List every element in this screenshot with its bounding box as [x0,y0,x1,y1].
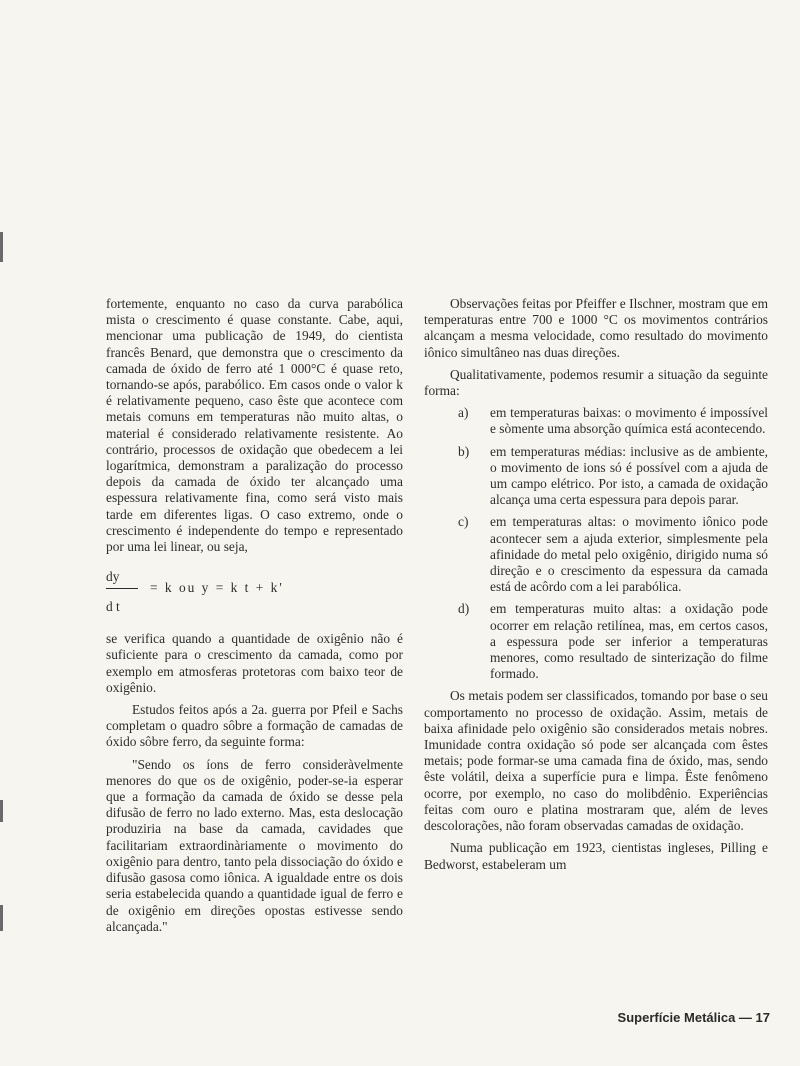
list-item-text: em temperaturas altas: o movimento iônico pode acontecer sem a ajuda exterior, simplesmente pela afinidade do metal pelo oxigênio, dirigido numa só direção e o crescimento da espessura da camada está de acôrdo com a lei parabólica. [490,514,768,595]
list-marker: c) [458,514,469,530]
list-item-text: em temperaturas baixas: o movimento é impossível e sòmente uma absorção química está acontecendo. [490,405,768,437]
list-item-text: em temperaturas médias: inclusive as de ambiente, o movimento de ions só é possível com a ajuda de um campo elétrico. Por isto, a camada de oxidação alcança uma certa espessura para depois parar. [490,443,768,508]
list-item [424,514,768,595]
scan-edge-mark [0,800,3,822]
list-marker: d) [458,601,470,617]
list-item-text: em temperaturas muito altas: a oxidação pode ocorrer em relação retilínea, mas, em certos casos, a espessura pode ser inferior a temperaturas menores, como resultado de sinterização do filme formado. [490,601,768,682]
quote-paragraph: "Sendo os íons de ferro consideràvelmente menores do que os de oxigênio, poder-se-ia esperar que a formação da camada de óxido se desse pela difusão de ferro no lado externo. Mas, esta deslocação produziria na base da camada, cavidades que facilitariam extraordinàriamente o movimento do oxigênio para dentro, tanto pela dissociação do óxido e difusão gasosa como iônica. A igualdade entre os dois seria estabelecida quando a quantidade igual de ferro e de oxigênio em direções opostas estivesse sendo alcançada." [106,756,403,934]
left-column [106,296,403,935]
paragraph: Os metais podem ser classificados, tomando por base o seu comportamento no processo de oxidação. Assim, metais de baixa afinidade pelo oxigênio são considerados metais nobres. Imunidade contra oxidação só pode ser alcançada com êstes metais; pode formar-se uma camada fina de óxido, mas, sendo êste volátil, deixa a superfície pura e limpa. Êste fenômeno ocorre, por exemplo, no caso do molibdênio. Experiências feitas com ouro e platina mostraram que, além de leves descolorações, não foram observadas camadas de oxidação. [424,688,768,834]
scan-edge-mark [0,905,3,931]
list-item [424,405,768,437]
scan-edge-mark [0,232,3,262]
list-item [424,601,768,682]
list-marker: a) [458,405,469,421]
paragraph: Numa publicação em 1923, cientistas ingleses, Pilling e Bedworst, estabeleram um [424,840,768,872]
formula [106,569,403,621]
paragraph: se verifica quando a quantidade de oxigênio não é suficiente para o crescimento da camada, como por exemplo em atmosferas protetoras com baixo teor de oxigênio. [106,631,403,695]
situation-list [424,405,768,682]
formula-denominator: d t [106,599,120,615]
formula-rest: = k ou y = k t + k' [150,580,284,596]
right-column [424,296,768,873]
formula-numerator: dy [106,569,120,585]
paragraph: Observações feitas por Pfeiffer e Ilschner, mostram que em temperaturas entre 700 e 1000 °C os movimentos contrários alcançam a mesma velocidade, como resultado do movimento iônico simultâneo nas duas direções. [424,296,768,360]
paragraph: Estudos feitos após a 2a. guerra por Pfeil e Sachs completam o quadro sôbre a formação de camadas de óxido sôbre ferro, da seguinte forma: [106,702,403,750]
paragraph: fortemente, enquanto no caso da curva parabólica mista o crescimento é quase constante. Cabe, aqui, mencionar uma publicação de 1949, do cientista francês Benard, que demonstra que o crescimento da camada de óxido de ferro até 1 000°C é quase reto, tornando-se após, parabólico. Em casos onde o valor k é relativamente pequeno, caso êste que acontece com metais comuns em temperaturas não muito altas, o material é considerado relativamente resistente. Ao contrário, processos de oxidação que obedecem a lei logarítmica, demonstram a paralização do processo depois da camada de óxido ter alcançado uma espessura relativamente fina, como será visto mais tarde em diferentes ligas. O caso extremo, onde o crescimento é independente do tempo e representado por uma lei linear, ou seja, [106,296,403,555]
paragraph: Qualitativamente, podemos resumir a situação da seguinte forma: [424,366,768,399]
fraction-bar [106,588,138,589]
list-item [424,444,768,509]
page-footer: Superfície Metálica — 17 [617,1010,770,1025]
list-marker: b) [458,443,470,459]
